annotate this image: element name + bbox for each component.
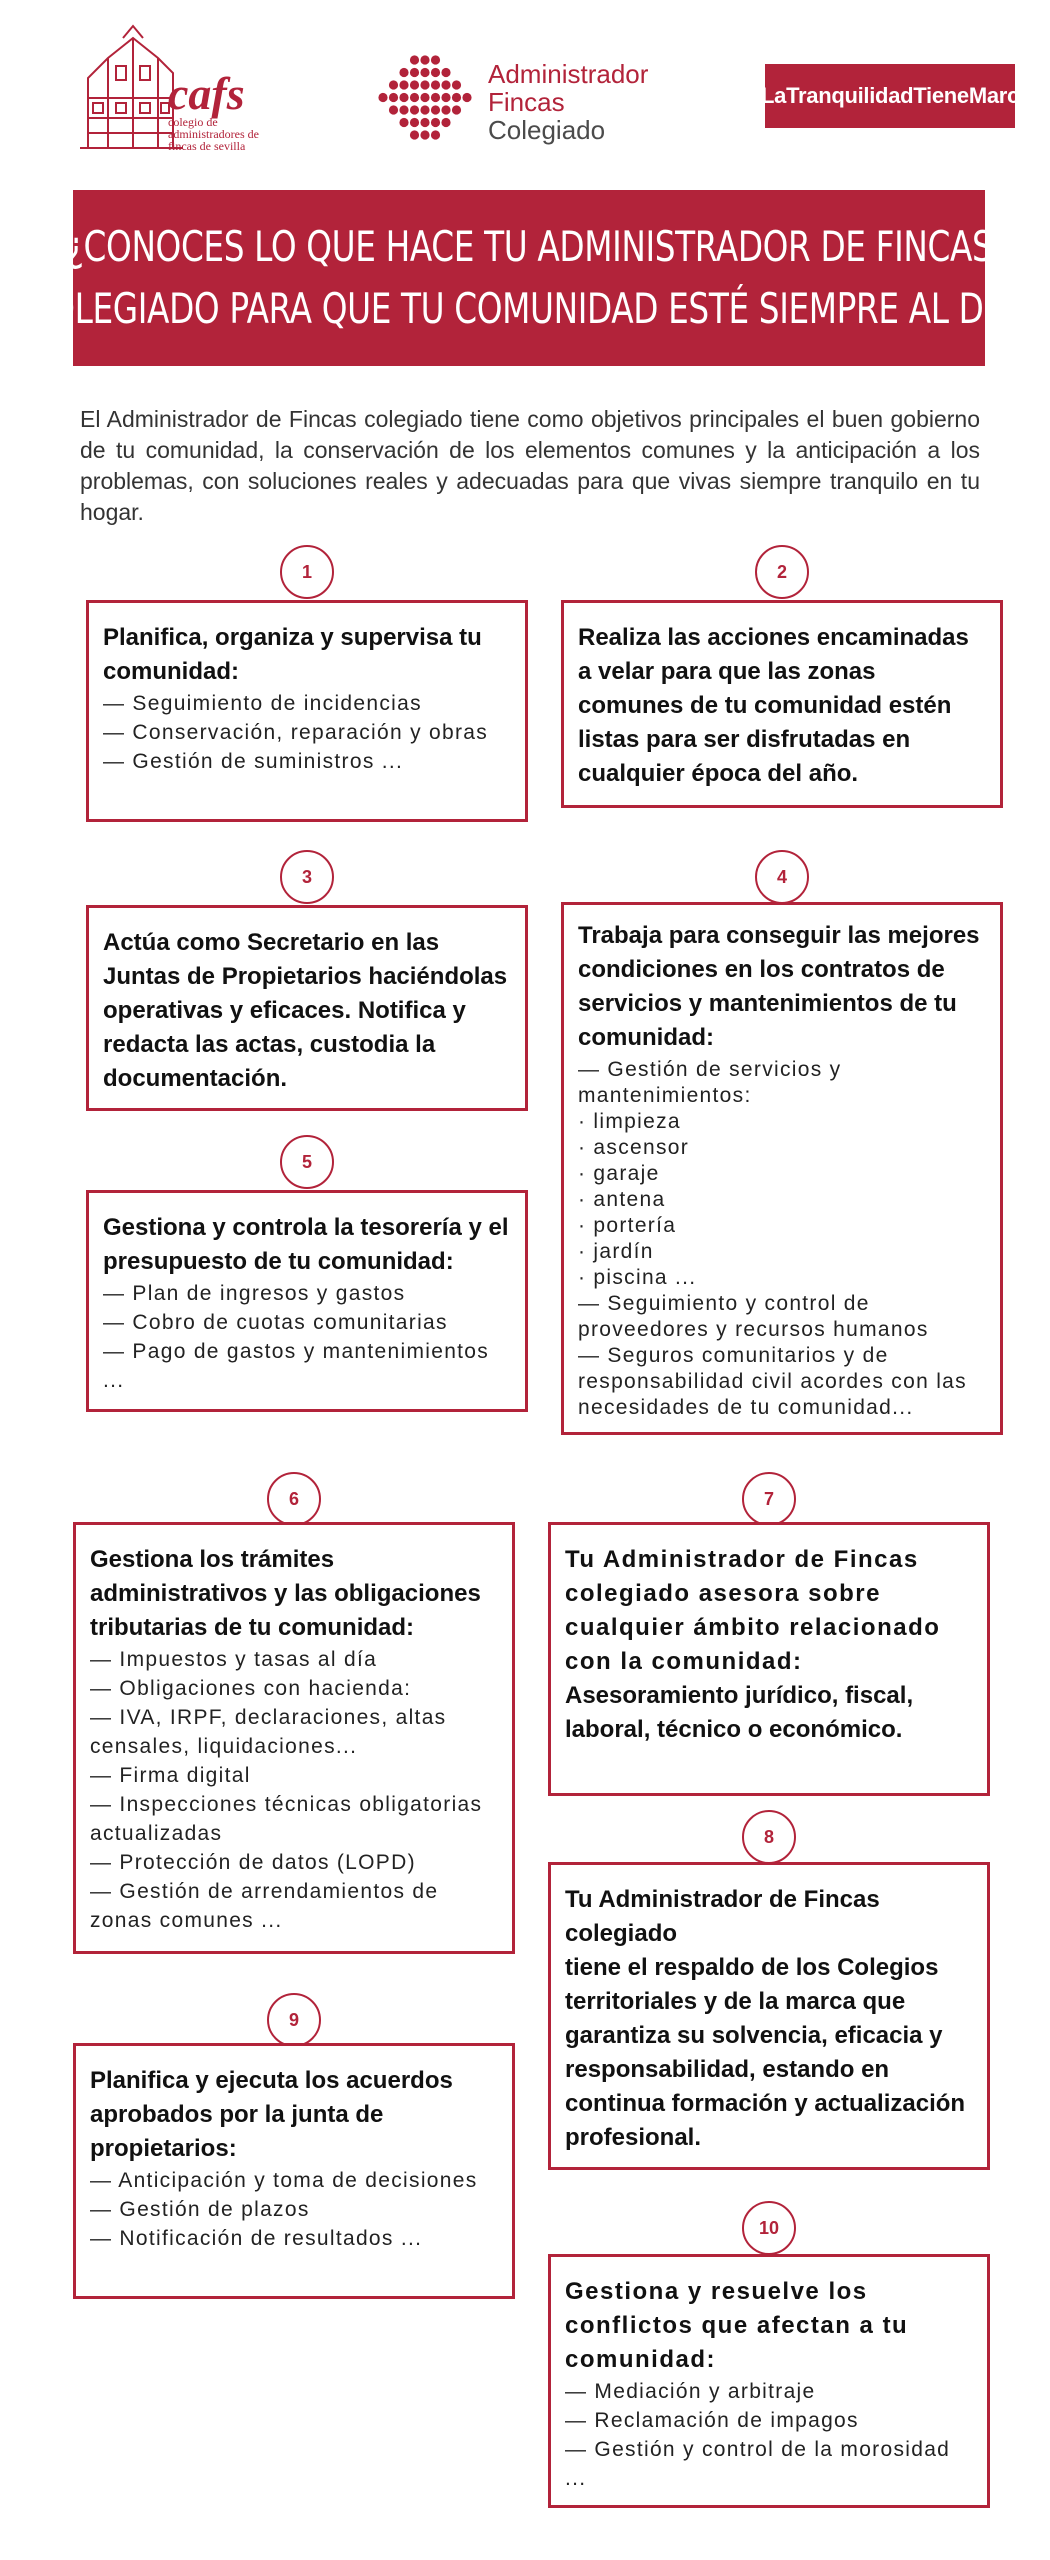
- list-item: — Gestión y control de la morosidad ...: [565, 2438, 951, 2490]
- list-item: — Firma digital: [90, 1764, 251, 1787]
- admin-logo-line2: Fincas: [488, 87, 565, 117]
- step-number-10: 10: [742, 2201, 796, 2255]
- logo-dot: [431, 130, 440, 139]
- logo-dot: [452, 93, 461, 102]
- card-3: [86, 905, 528, 1111]
- card-title: Tu Administrador de Fincas colegiado asesora sobre cualquier ámbito relacionado con la comunidad:: [565, 1546, 941, 1675]
- card-title: Gestiona y resuelve los conflictos que afectan a tu comunidad:: [565, 2278, 909, 2373]
- logo-dot: [462, 93, 471, 102]
- list-item: — Impuestos y tasas al día: [90, 1648, 378, 1671]
- card-list: [90, 1645, 498, 1935]
- card-8: [548, 1862, 990, 2170]
- list-item: · jardín: [578, 1240, 654, 1263]
- card-10: [548, 2254, 990, 2508]
- list-item: — Gestión de servicios y mantenimientos:: [578, 1058, 842, 1107]
- headline-line2: COLEGIADO PARA QUE TU COMUNIDAD ESTÉ SIEMPRE AL DÍA?: [26, 284, 1032, 333]
- step-number-6: 6: [267, 1472, 321, 1526]
- logo-dot: [441, 118, 450, 127]
- logo-dot: [399, 118, 408, 127]
- step-number-9: 9: [267, 1993, 321, 2047]
- card-title: Tu Administrador de Fincas colegiado: [565, 1886, 880, 1947]
- step-number-4: 4: [755, 850, 809, 904]
- card-list: [565, 2377, 973, 2493]
- card-5: [86, 1190, 528, 1412]
- cafs-wordmark: [168, 68, 288, 153]
- list-item: · limpieza: [578, 1110, 681, 1133]
- list-item: · ascensor: [578, 1136, 690, 1159]
- list-item: · portería: [578, 1214, 677, 1237]
- list-item: — Mediación y arbitraje: [565, 2380, 816, 2403]
- intro-paragraph: El Administrador de Fincas colegiado tiene como objetivos principales el buen gobierno de tu comunidad, la conservación de los elementos comunes y la anticipación a los problemas, con soluciones reales y adecuadas para que vivas siempre tranquilo en tu hogar.: [80, 406, 980, 525]
- card-title: Planifica y ejecuta los acuerdos aprobados por la junta de propietarios:: [90, 2067, 453, 2162]
- card-title: Actúa como Secretario en las Juntas de Propietarios haciéndolas operativas y eficaces. Notifica y redacta las actas, custodia la documentación.: [103, 929, 508, 1092]
- card-title: Realiza las acciones encaminadas a velar para que las zonas comunes de tu comunidad estén listas para ser disfrutadas en cualquier época del año.: [578, 624, 969, 787]
- list-item: — Seguimiento y control de proveedores y recursos humanos: [578, 1292, 929, 1341]
- logo-dot: [389, 80, 398, 89]
- logo-dot: [420, 55, 429, 64]
- logo-dot: [420, 130, 429, 139]
- card-list: [578, 1057, 986, 1421]
- logo-dot: [431, 118, 440, 127]
- card-1: [86, 600, 528, 822]
- list-item: — Obligaciones con hacienda:: [90, 1677, 412, 1700]
- hashtag-badge: #LaTranquilidadTieneMarca: [765, 64, 1015, 128]
- logo-dot: [441, 93, 450, 102]
- step-number-7: 7: [742, 1472, 796, 1526]
- logo-dot: [420, 105, 429, 114]
- list-item: — Anticipación y toma de decisiones: [90, 2169, 478, 2192]
- step-number-1: 1: [280, 545, 334, 599]
- logo-dot: [410, 80, 419, 89]
- list-item: — Gestión de arrendamientos de zonas comunes ...: [90, 1880, 439, 1932]
- logo-dot: [410, 55, 419, 64]
- logo-dot: [410, 105, 419, 114]
- list-item: — Inspecciones técnicas obligatorias actualizadas: [90, 1793, 483, 1845]
- logo-dot: [452, 105, 461, 114]
- list-item: — Cobro de cuotas comunitarias: [103, 1311, 448, 1334]
- step-number-3: 3: [280, 850, 334, 904]
- logo-dot: [420, 93, 429, 102]
- cafs-subtitle: colegio de administradores de fincas de sevilla: [168, 115, 259, 153]
- logo-dot: [431, 55, 440, 64]
- headline-banner: [26, 190, 1032, 366]
- list-item: — IVA, IRPF, declaraciones, altas censales, liquidaciones...: [90, 1706, 447, 1758]
- logo-dot: [389, 93, 398, 102]
- logo-dot: [399, 68, 408, 77]
- card-title: Planifica, organiza y supervisa tu comunidad:: [103, 624, 482, 685]
- logo-dot: [410, 93, 419, 102]
- card-list: [103, 689, 511, 776]
- logo-dot: [399, 93, 408, 102]
- list-item: — Pago de gastos y mantenimientos ...: [103, 1340, 490, 1392]
- admin-fincas-logo-text: [488, 60, 648, 144]
- logo-dot: [410, 118, 419, 127]
- logo-dot: [431, 93, 440, 102]
- logo-dot: [431, 105, 440, 114]
- list-item: · antena: [578, 1188, 666, 1211]
- logo-dot: [431, 68, 440, 77]
- list-item: — Plan de ingresos y gastos: [103, 1282, 406, 1305]
- card-title: Trabaja para conseguir las mejores condiciones en los contratos de servicios y mantenimientos de tu comunidad:: [578, 922, 980, 1051]
- logo-dot: [399, 105, 408, 114]
- logo-dot: [389, 105, 398, 114]
- logo-dot: [441, 105, 450, 114]
- list-item: — Protección de datos (LOPD): [90, 1851, 416, 1874]
- logo-dot: [410, 68, 419, 77]
- card-4: [561, 902, 1003, 1435]
- logo-dot: [378, 93, 387, 102]
- step-number-2: 2: [755, 545, 809, 599]
- card-2: [561, 600, 1003, 808]
- card-7: [548, 1522, 990, 1796]
- list-item: — Conservación, reparación y obras: [103, 721, 489, 744]
- logo-dot: [420, 80, 429, 89]
- card-list: [103, 1279, 511, 1395]
- list-item: — Gestión de suministros ...: [103, 750, 404, 773]
- dots-logo-icon: [375, 52, 475, 149]
- logo-dot: [441, 80, 450, 89]
- list-item: — Reclamación de impagos: [565, 2409, 859, 2432]
- headline-line1: ¿CONOCES LO QUE HACE TU ADMINISTRADOR DE FINCAS: [66, 222, 992, 271]
- card-9: [73, 2043, 515, 2299]
- list-item: · piscina ...: [578, 1266, 697, 1289]
- card-subtitle: tiene el respaldo de los Colegios territoriales y de la marca que garantiza su solvencia, eficacia y responsabilidad, estando en continua formación y actualización profesional.: [565, 1954, 966, 2151]
- list-item: — Notificación de resultados ...: [90, 2227, 423, 2250]
- logo-dot: [420, 68, 429, 77]
- logo-dot: [452, 80, 461, 89]
- admin-logo-line1: Administrador: [488, 59, 649, 89]
- admin-logo-line3: Colegiado: [488, 115, 606, 145]
- logo-dot: [410, 130, 419, 139]
- logo-dot: [399, 80, 408, 89]
- logo-dot: [420, 118, 429, 127]
- card-subtitle: Asesoramiento jurídico, fiscal, laboral, técnico o económico.: [565, 1682, 914, 1743]
- logo-dot: [441, 68, 450, 77]
- list-item: — Seguros comunitarios y de responsabilidad civil acordes con las necesidades de tu comunidad...: [578, 1344, 967, 1419]
- step-number-8: 8: [742, 1810, 796, 1864]
- list-item: · garaje: [578, 1162, 660, 1185]
- card-title: Gestiona los trámites administrativos y las obligaciones tributarias de tu comunidad:: [90, 1546, 481, 1641]
- card-title: Gestiona y controla la tesorería y el presupuesto de tu comunidad:: [103, 1214, 509, 1275]
- logo-dot: [431, 80, 440, 89]
- card-list: [90, 2166, 498, 2253]
- step-number-5: 5: [280, 1135, 334, 1189]
- card-6: [73, 1522, 515, 1954]
- list-item: — Gestión de plazos: [90, 2198, 310, 2221]
- cafs-word: cafs: [168, 68, 245, 119]
- list-item: — Seguimiento de incidencias: [103, 692, 422, 715]
